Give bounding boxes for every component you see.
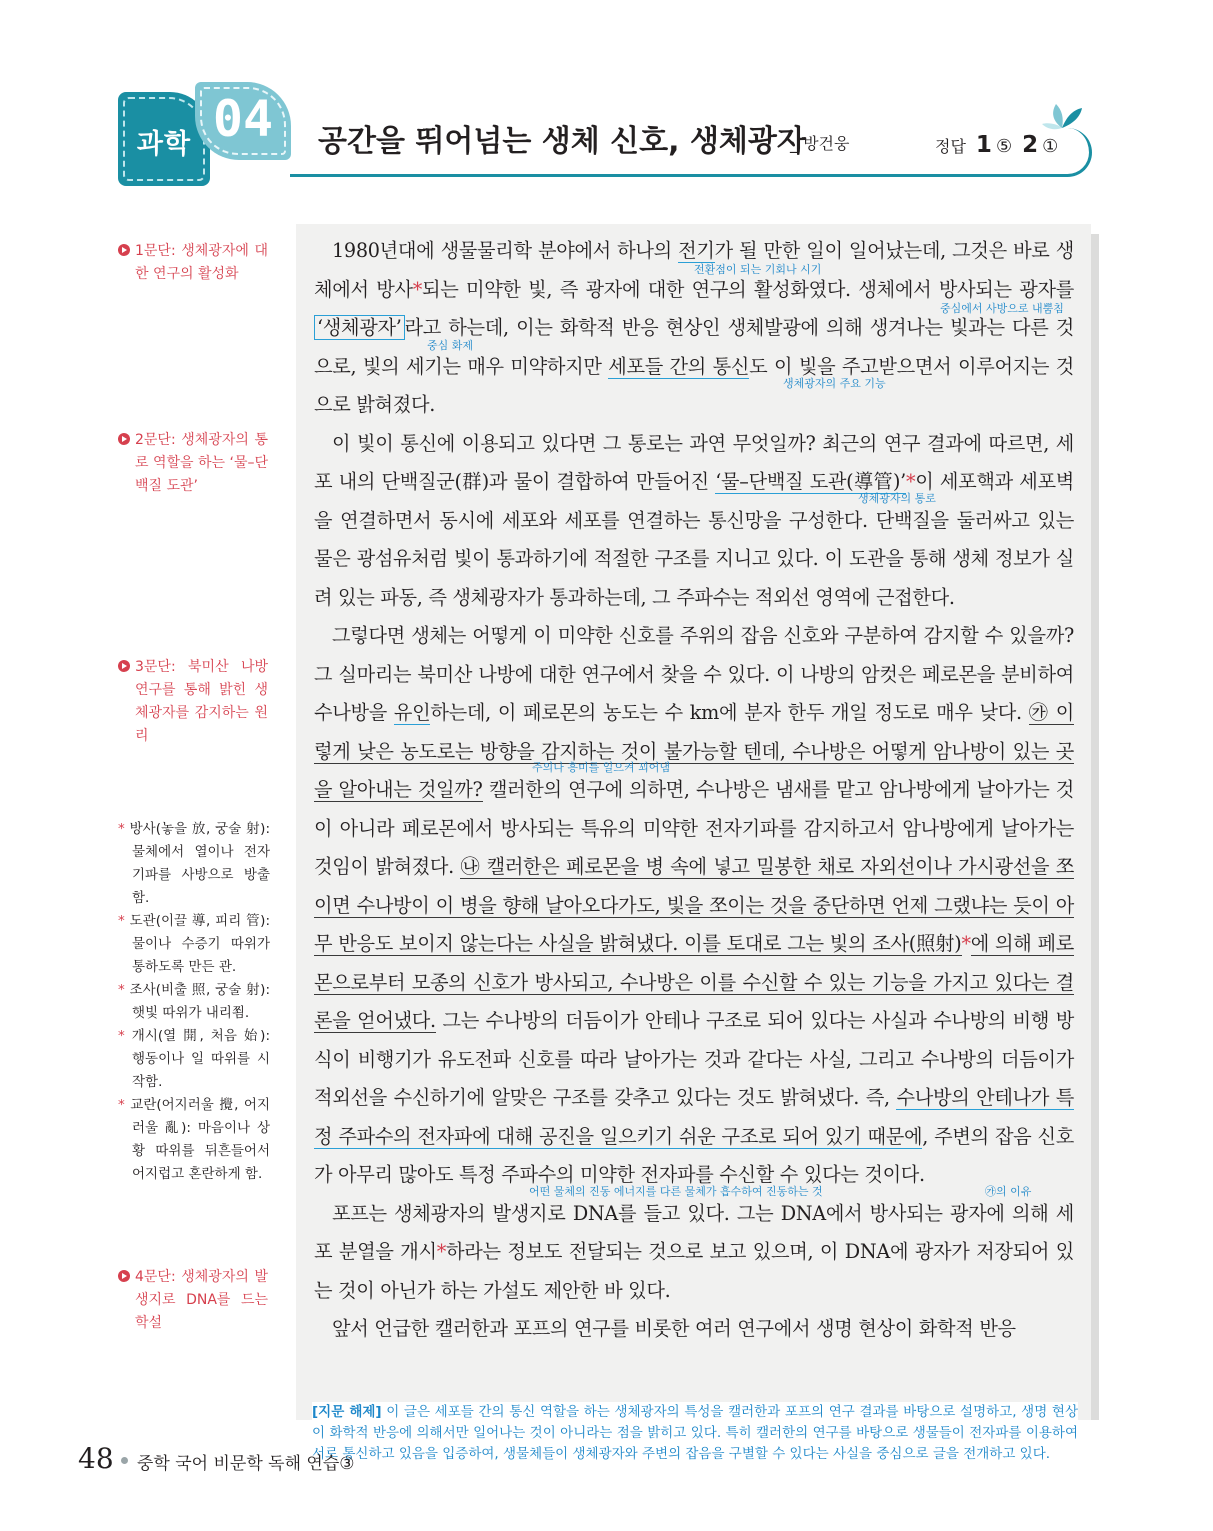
annotation: 생체광자의 주요 기능 — [783, 377, 886, 390]
play-circle-icon — [118, 1270, 130, 1282]
leaf-icon — [1040, 100, 1084, 130]
answer-key — [935, 132, 1058, 158]
summary-label: [지문 해제] — [312, 1404, 382, 1420]
play-circle-icon — [118, 433, 130, 445]
play-circle-icon — [118, 244, 130, 256]
paragraph-note-3: 3문단: 북미산 나방 연구를 통해 밝힌 생체광자를 감지하는 원리 — [118, 656, 268, 748]
glossary-item: * 방사(놓을 放, 궁술 射): 물체에서 열이나 전자기파를 사방으로 방출함. — [118, 821, 270, 906]
lesson-number: 04 — [212, 90, 274, 148]
paragraph-5: 앞서 언급한 캘러한과 포프의 연구를 비롯한 여러 연구에서 생명 현상이 화학적 반응 — [332, 1317, 1016, 1340]
header-rule — [290, 174, 1050, 177]
paragraph-note-2: 2문단: 생체광자의 통로 역할을 하는 ‘물–단백질 도관’ — [118, 429, 268, 498]
passage-summary — [312, 1402, 1078, 1465]
answer-1-choice: ⑤ — [995, 136, 1013, 157]
answer-1-num: 1 — [975, 132, 992, 158]
glossary-item: * 조사(비출 照, 궁술 射): 햇빛 따위가 내리쬠. — [118, 982, 270, 1021]
answer-2-num: 2 — [1022, 132, 1039, 158]
page-title: 공간을 뛰어넘는 생체 신호, 생체광자 — [318, 124, 806, 159]
paragraph-note-4: 4문단: 생체광자의 발생지로 DNA를 드는 학설 — [118, 1266, 268, 1335]
passage-shadow — [1091, 234, 1099, 1420]
author: _ 방건웅 — [790, 134, 850, 153]
paragraph-4: 포프는 생체광자의 발생지로 DNA를 들고 있다. 그는 DNA에서 방사되는 광자에 의해 세포 분열을 개시*하라는 정보도 전달되는 것으로 보고 있으며, 이 DNA에 광자가 저장되어 있는 것이 아닌가 하는 가설도 제안한 바 있다. — [314, 1201, 1074, 1302]
annotation: ㉮의 이유 — [985, 1185, 1032, 1198]
paragraph-3: 그렇다면 생체는 어떻게 이 미약한 신호를 주위의 잡음 신호와 구분하여 감지할 수 있을까? 그 실마리는 북미산 나방에 대한 연구에서 찾을 수 있다. 이 나방의 암컷은 페로몬을 분비하여 수나방을 유인하는데, 이 페로몬의 농도는 수 km에 분자 한두 개일 정도로 매우 낮다. ㉮ 이렇게 낮은 농도로는 방향을 감지하는 것이 불가능할 텐데, 수나방은 어떻게 암나방이 있는 곳을 알아내는 것일까? 캘러한의 연구에 의하면, 수나방은 냄새를 맡고 암나방에게 날아가는 것이 아니라 페로몬에서 방사되는 특유의 미약한 전자기파를 감지하고서 암나방에게 날아가는 것임이 밝혀졌다. ㉯ 캘러한은 페로몬을 병 속에 넣고 밀봉한 채로 자외선이나 가시광선을 쪼이면 수나방이 이 병을 향해 날아오다가도, 빛을 쪼이는 것을 중단하면 언제 그랬냐는 듯이 아무 반응도 보이지 않는다는 사실을 밝혀냈다. 이를 토대로 그는 빛의 조사(照射)*에 의해 페로몬으로부터 모종의 신호가 방사되고, 수나방은 이를 수신할 수 있는 기능을 가지고 있다는 결론을 얻어냈다. 그는 수나방의 더듬이가 안테나 구조로 되어 있다는 사실과 수나방의 비행 방식이 비행기가 유도전파 신호를 따라 날아가는 것과 같다는 사실, 그리고 수나방의 더듬이가 적외선을 수신하기에 알맞은 구조를 갖추고 있다는 것도 밝혀냈다. 즉, 수나방의 안테나가 특정 주파수의 전자파에 대해 공진을 일으키기 쉬운 구조로 되어 있기 때문에, 주변의 잡음 신호가 아무리 많아도 특정 주파수의 미약한 전자파를 수신할 수 있다는 것이다. — [314, 624, 1075, 1186]
page-number: 48 — [78, 1442, 114, 1475]
answer-label: 정답 — [935, 137, 966, 156]
lesson-number-tag — [195, 82, 291, 160]
annotation: 전환점이 되는 기회나 시기 — [694, 263, 822, 276]
annotation: 중심 화제 — [427, 339, 474, 352]
glossary — [118, 818, 270, 1186]
glossary-item: * 교란(어지러울 攪, 어지러울 亂): 마음이나 상황 따위를 뒤흔들어서 어지럽고 혼란하게 함. — [118, 1097, 271, 1182]
annotation: 어떤 물체의 진동 에너지를 다른 물체가 흡수하여 진동하는 것 — [529, 1185, 823, 1198]
paragraph-note-1: 1문단: 생체광자에 대한 연구의 활성화 — [118, 240, 268, 286]
paragraph-1: 1980년대에 생물물리학 분야에서 하나의 전기가 될 만한 일이 일어났는데, 그것은 바로 생체에서 방사*되는 미약한 빛, 즉 광자에 대한 연구의 활성화였다. 생체에서 방사되는 광자를 ‘생체광자’ 라고 하는데, 이는 화학적 반응 현상인 생체발광에 의해 생겨나는 빛과는 다른 것으로, 빛의 세기는 매우 미약하지만 세포들 간의 통신도 이 빛을 주고받으면서 이루어지는 것으로 밝혀졌다. — [314, 239, 1075, 416]
play-circle-icon — [118, 660, 130, 672]
book-title: 중학 국어 비문학 독해 연습③ — [137, 1454, 355, 1474]
glossary-item: * 개시(열 開, 처음 始): 행동이나 일 따위를 시작함. — [118, 1028, 270, 1090]
footer-bullet — [121, 1457, 128, 1464]
subject-label: 과학 — [136, 129, 192, 160]
annotation: 생체광자의 통로 — [858, 492, 936, 505]
summary-text: 이 글은 세포들 간의 통신 역할을 하는 생체광자의 특성을 캘러한과 포프의 연구 결과를 바탕으로 설명하고, 생명 현상이 화학적 반응에 의해서만 일어나는 것이 아니라는 점을 밝히고 있다. 특히 캘러한의 연구를 바탕으로 생물들이 전자파를 이용하여 서로 통신하고 있음을 입증하여, 생물체들이 생체광자와 주변의 잡음을 구별할 수 있다는 사실을 중심으로 글을 전개하고 있다. — [312, 1404, 1078, 1462]
paragraph-2: 이 빛이 통신에 이용되고 있다면 그 통로는 과연 무엇일까? 최근의 연구 결과에 따르면, 세포 내의 단백질군(群)과 물이 결합하여 만들어진 ‘물–단백질 도관(導管)’*이 세포핵과 세포벽을 연결하면서 동시에 세포와 세포를 연결하는 통신망을 구성한다. 단백질을 둘러싸고 있는 물은 광섬유처럼 빛이 통과하기에 적절한 구조를 지니고 있다. 이 도관을 통해 생체 정보가 실려 있는 파동, 즉 생체광자가 통과하는데, 그 주파수는 적외선 영역에 근접한다. — [314, 431, 1074, 609]
annotation: 주의나 흥미를 일으켜 꾀어냄 — [532, 761, 671, 774]
reading-passage — [314, 232, 1074, 1349]
annotation: 중심에서 사방으로 내뿜침 — [940, 302, 1064, 315]
glossary-item: * 도관(이끌 導, 피리 管): 물이나 수증기 따위가 통하도록 만든 관. — [118, 913, 270, 975]
answer-2-choice: ① — [1042, 136, 1059, 157]
